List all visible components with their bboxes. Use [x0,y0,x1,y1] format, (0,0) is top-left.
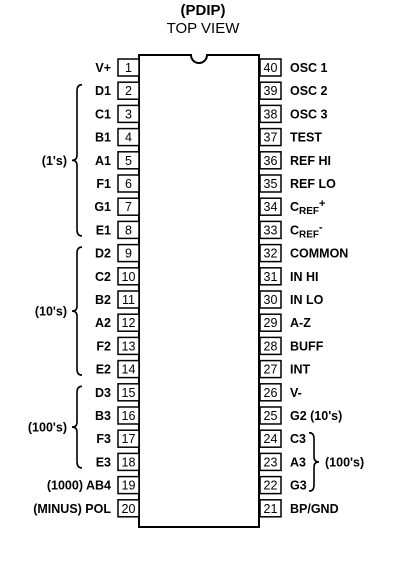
left-pin-column [33,59,139,517]
pin-label: B2 [95,293,111,307]
pin-19 [47,477,139,494]
pin-1 [95,59,139,76]
tens-digit-bracket [72,247,82,375]
pin-label: IN LO [290,293,324,307]
pin-28 [260,337,324,354]
pin-label: V+ [95,61,111,75]
chip-body [139,55,259,527]
pin-label: G2 (10's) [290,409,343,423]
right-pin-column [260,59,348,517]
pin-24 [260,430,306,447]
pin-label: TEST [290,130,322,145]
pin-31 [260,268,318,285]
pin-8 [96,221,139,238]
pin-number: 15 [121,385,136,400]
pin-15 [95,384,139,401]
pin-21 [260,500,339,517]
pin-label: F3 [96,432,111,447]
pin-13 [96,337,139,354]
pin-39 [260,82,328,99]
pin-37 [260,129,322,146]
pin-label: IN HI [290,269,319,284]
pin-14 [96,361,139,378]
pin-number: 30 [263,293,278,307]
pin-number: 40 [263,61,278,75]
pin-number: 17 [121,432,136,447]
pin-label: C3 [290,432,306,447]
pin-label: F1 [96,177,111,191]
pin-16 [95,407,139,424]
pin-label: REF LO [290,177,336,191]
pin-number: 20 [121,501,136,516]
pin-label: V- [290,385,302,400]
pin-number: 26 [263,385,278,400]
pin-number: 2 [125,84,132,99]
pin-number: 19 [121,478,136,493]
pin-number: 33 [263,223,278,238]
pin-number: 18 [121,455,136,470]
pin-number: 25 [263,409,278,423]
pin-20 [33,500,139,517]
pin-number: 27 [263,362,278,377]
pin-label: BP/GND [290,501,339,516]
pin-label: A2 [95,316,111,331]
pin-number: 10 [121,269,136,284]
pin-7 [94,198,139,215]
ic-package [139,55,259,527]
pin-29 [260,314,311,331]
pin-number: 36 [263,153,278,168]
pin-label: F2 [96,339,111,354]
pin-number: 34 [263,200,278,215]
pin-5 [95,152,139,169]
pin-number: 22 [263,478,278,493]
pin-number: 29 [263,316,278,331]
package-type: (PDIP) [180,2,226,19]
pin-2 [95,82,139,99]
pin-27 [260,361,311,378]
pin-label: OSC 1 [290,61,328,75]
pin-number: 1 [125,61,132,75]
pin-40 [260,59,328,76]
tens-digit-label: (10's) [34,304,67,319]
pin-4 [95,129,139,146]
pin-number: 39 [263,84,278,99]
pin-number: 14 [121,362,136,377]
pin-26 [260,384,302,401]
hundreds-digit-right-label: (100's) [325,455,365,470]
pin-9 [95,245,139,262]
pin-3 [95,105,139,122]
pin-30 [260,291,324,308]
pin-label: G1 [94,200,111,215]
pin-label: INT [290,362,311,377]
pin-label: E2 [95,362,111,377]
pin-number: 8 [125,223,132,238]
pin-number: 6 [125,177,132,191]
pin-label: D1 [95,84,111,99]
pin-number: 21 [263,501,278,516]
pin-label: BUFF [290,339,324,354]
pin-number: 5 [125,153,132,168]
pin-label: (MINUS) POL [33,501,111,516]
pin-label: A3 [290,455,306,470]
pin-label: REF HI [290,153,331,168]
pin-number: 23 [263,455,278,470]
view-label: TOP VIEW [166,20,240,37]
pin-label: A-Z [290,316,311,331]
pin-33 [260,221,323,240]
pin-label: E1 [95,223,111,238]
pin-label: $C_{REF}-$ [290,221,323,241]
pin-10 [95,268,139,285]
pin-label: $C_{REF}+$ [290,198,326,218]
pin-number: 4 [125,130,132,145]
pin-number: 32 [263,246,278,261]
pin-number: 3 [125,107,132,122]
pin-34 [260,198,325,217]
pin-number: 11 [122,293,135,307]
pin-17 [96,430,139,447]
pin-38 [260,105,328,122]
pin-35 [260,175,336,192]
pin-number: 7 [125,200,132,215]
pin-6 [96,175,139,192]
pin-number: 35 [263,177,278,191]
pin-label: (1000) AB4 [46,478,111,493]
pin-number: 38 [263,107,278,122]
pin-label: B1 [95,130,111,145]
pin-12 [95,314,139,331]
pin-label: E3 [95,455,111,470]
pin-number: 12 [121,316,136,331]
hundreds-digit-right-bracket [309,433,319,491]
ones-digit-bracket [72,85,82,236]
pin-label: OSC 2 [290,84,328,99]
pin-number: 9 [125,246,132,261]
pin-number: 13 [121,339,136,354]
hundreds-digit-left-label: (100's) [27,420,67,435]
pin-label: OSC 3 [290,107,328,122]
pin-23 [260,453,306,470]
pin-label: D2 [95,246,111,261]
pin-label: A1 [95,153,111,168]
pin-32 [260,245,348,262]
ones-digit-label: (1's) [41,153,67,168]
pin-number: 31 [263,269,278,284]
pin-label: G3 [290,478,307,493]
pin-label: C1 [95,107,111,122]
pin-number: 16 [121,409,136,423]
pin-number: 24 [263,432,278,447]
pin-number: 37 [263,130,278,145]
pin-11 [95,291,139,308]
pin-36 [260,152,331,169]
pin-18 [96,453,139,470]
pin-label: D3 [95,385,111,400]
pin-label: B3 [95,409,111,423]
pin-25 [260,407,342,424]
pin-22 [260,477,307,494]
pin-label: COMMON [290,246,349,261]
pin-number: 28 [263,339,278,354]
hundreds-digit-left-bracket [72,386,82,468]
pin-label: C2 [95,269,111,284]
